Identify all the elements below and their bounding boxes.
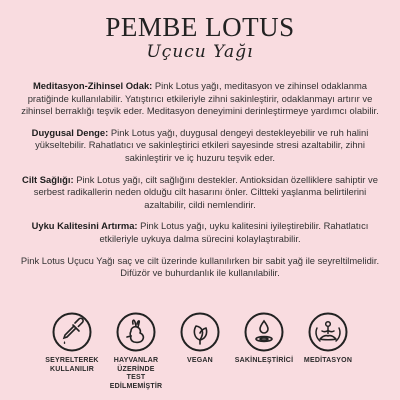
section-body: Pink Lotus yağı, meditasyon ve zihinsel odaklanma pratiğinde kullanılabilir. Yatıştırıcı etkileriyle zihni sakinleştirir, odaklanmayı artırır ve zihinsel berraklığı teşvik eder. Meditasyon deneyimini derinleştirmeye yardımcı olabilir.	[21, 80, 379, 117]
section-meditation	[18, 80, 382, 118]
badges-row	[0, 312, 400, 391]
badge-dilute	[44, 312, 100, 391]
badge-vegan	[172, 312, 228, 391]
badge-meditation	[300, 312, 356, 391]
badge-label: SEYRELTEREK KULLANILIR	[45, 357, 99, 373]
section-title: Meditasyon-Zihinsel Odak:	[33, 80, 153, 91]
badge-label: HAYVANLAR ÜZERİNDE TEST EDİLMEMİŞTİR	[109, 357, 163, 390]
leaf-icon	[180, 312, 220, 352]
section-body: Pink Lotus yağı, uyku kalitesini iyileştirebilir. Rahatlatıcı etkileriyle uykuya dalma sürecini kolaylaştırabilir.	[99, 220, 369, 244]
badge-label: SAKİNLEŞTİRİCİ	[234, 357, 294, 364]
badge-label: VEGAN	[187, 357, 213, 364]
badge-label: MEDİTASYON	[303, 357, 353, 364]
section-sleep-quality	[18, 220, 382, 245]
section-title: Cilt Sağlığı:	[22, 173, 74, 185]
section-body: Pink Lotus yağı, duygusal dengeyi destekleyebilir ve ruh halini yükseltebilir. Rahatlatıcı ve sakinleştirici etkileri sayesinde stresi azaltabilir, zihni sakinleştirir ve iç huzuru teşvik eder.	[35, 126, 369, 163]
badge-calming	[236, 312, 292, 391]
badge-cruelty-free	[108, 312, 164, 391]
section-body: Pink Lotus yağı, cilt sağlığını destekler. Antioksidan özelliklere sahiptir ve serbest radikallerin neden olduğu cilt hasarını önler. Ciltteki yaşlanma belirtilerini azaltabilir, cildi nemlendirir.	[33, 173, 378, 210]
description	[0, 62, 400, 280]
section-title: Duygusal Denge:	[31, 126, 109, 138]
section-emotional-balance	[18, 127, 382, 165]
product-subtitle: Uçucu Yağı	[146, 42, 254, 62]
usage-note: Pink Lotus Uçucu Yağı saç ve cilt üzerinde kullanılırken bir sabit yağ ile seyreltilmelidir. Difüzör ve buhurdanlık ile kullanılabilir.	[20, 254, 380, 279]
meditation-icon	[308, 312, 348, 352]
water-drop-icon	[244, 312, 284, 352]
rabbit-icon	[116, 312, 156, 352]
brand-title: PEMBE LOTUS	[105, 12, 295, 42]
section-skin-health	[18, 174, 382, 212]
dropper-icon	[52, 312, 92, 352]
section-title: Uyku Kalitesini Artırma:	[31, 220, 138, 232]
header	[0, 0, 400, 62]
